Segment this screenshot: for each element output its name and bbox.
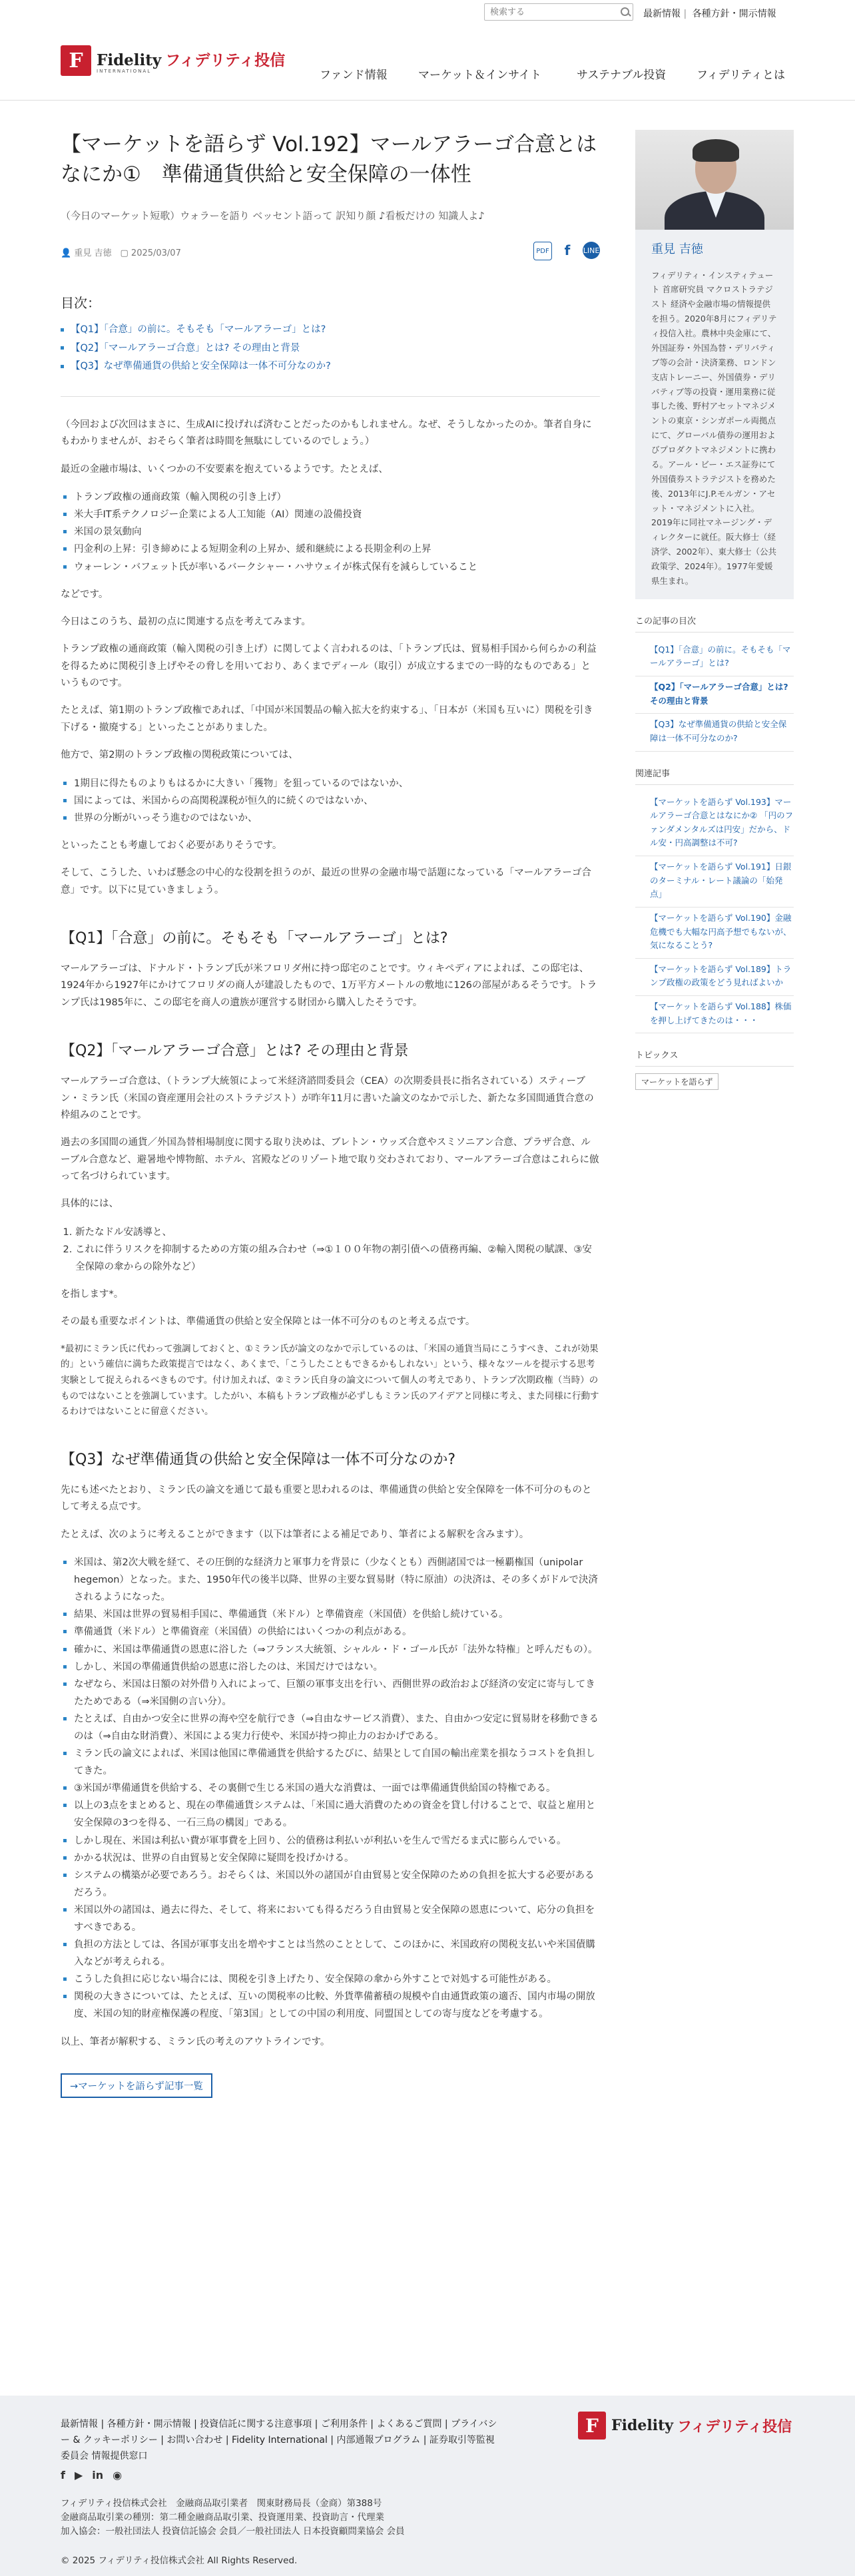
footnote: *最初にミラン氏に代わって強調しておくと、①ミラン氏が論文のなかで示しているのは、「米国の通貨当局にこうすべき、これが効果的」という確信に満ちた政策提言ではなく、あくまで、「こうしたこともできるかもしれない」という、様々なツールを提示する思考実験として捉えられるべきものです。付け加えれば、②ミラン氏自身の論文について個人の考えであり、トランプ次期政権（当時）のものではないことを強調しています。したがい、本稿もトランプ政権が必ずしもミラン氏のアイデアと同様に考え、また同様に行動するわけではないことに留意ください。 bbox=[61, 1343, 599, 1417]
social-links bbox=[61, 2469, 122, 2481]
q3-list bbox=[61, 1554, 600, 2023]
list-item: 1期目に得たものよりもはるかに大きい「獲物」を狙っているのではないか、 bbox=[61, 775, 600, 792]
footer-logo-jp: フィデリティ投信 bbox=[677, 2418, 792, 2436]
line-icon[interactable]: ◉ bbox=[113, 2469, 123, 2481]
search-box[interactable] bbox=[484, 3, 633, 21]
list-item: 以上の3点をまとめると、現在の準備通貨システムは、「米国に過大消費のための資金を貸し付けることで、収益と雇用と安全保障の3つを得る、一石三鳥の構図」である。 bbox=[61, 1797, 600, 1832]
logo-text-jp: フィデリティ投信 bbox=[165, 51, 286, 69]
topics-heading: トピックス bbox=[635, 1048, 794, 1067]
youtube-icon[interactable]: ▶ bbox=[74, 2469, 83, 2481]
paragraph: たとえば、次のように考えることができます（以下は筆者による補足であり、筆者による解釈を含みます）。 bbox=[61, 1529, 529, 1540]
article bbox=[61, 130, 600, 2098]
article-title: 【マーケットを語らず Vol.192】マールアラーゴ合意とはなにか① 準備通貨供給と安全保障の一体性 bbox=[61, 132, 597, 186]
footer-logo-en: Fidelity bbox=[611, 2417, 674, 2434]
section-heading-q1: 【Q1】「合意」の前に。そもそも「マールアラーゴ」とは? bbox=[61, 930, 448, 947]
article-meta bbox=[61, 242, 600, 260]
section-heading-q3: 【Q3】なぜ準備通貨の供給と安全保障は一体不可分なのか? bbox=[61, 1451, 455, 1468]
toc bbox=[61, 321, 600, 376]
article-subtitle: （今日のマーケット短歌）ウォラーを語り ベッセント語って 訳知り顔 ♪看板だけの 知識人よ♪ bbox=[61, 209, 485, 222]
pdf-icon[interactable]: PDF bbox=[533, 242, 552, 260]
list-item: ウォーレン・バフェット氏が率いるバークシャー・ハサウェイが株式保有を減らしていること bbox=[61, 559, 600, 576]
list-item: 米大手IT系テクノロジー企業による人工知能（AI）関連の設備投資 bbox=[61, 506, 600, 523]
facebook-icon[interactable]: f bbox=[61, 2469, 65, 2481]
related-item[interactable]: 【マーケットを語らず Vol.193】マールアラーゴ合意とはなにか② 「円のファンダメンタルズは円安」だから、ドル安・円高調整は不可? bbox=[635, 792, 794, 857]
divider bbox=[61, 396, 600, 397]
list-item: 関税の大きさについては、たとえば、互いの関税率の比較、外貨準備蓄積の規模や自由通貨政策の適否、国内市場の開放度、米国の知的財産権保護の程度、「第3国」としての中国の利用度、同盟国としての寄与度などを考慮する。 bbox=[61, 1988, 600, 2023]
list-item: 負担の方法としては、各国が軍事支出を増やすことは当然のこととして、このほかに、米国政府の関税支払いや米国債購入などが考えられる。 bbox=[61, 1936, 600, 1971]
list-item: しかし、米国の準備通貨供給の恩恵に浴したのは、米国だけではない。 bbox=[61, 1659, 600, 1676]
related-item[interactable]: 【マーケットを語らず Vol.188】株価を押し上げてきたのは・・・ bbox=[635, 996, 794, 1033]
top-link-news[interactable]: 最新情報 bbox=[643, 9, 681, 19]
company-info-line: フィデリティ投信株式会社 金融商品取引業者 関東財務局長（金商）第388号 bbox=[61, 2498, 382, 2509]
toc-item-q3[interactable]: 【Q3】なぜ準備通貨の供給と安全保障は一体不可分なのか? bbox=[71, 361, 331, 372]
paragraph: を指します*。 bbox=[61, 1289, 124, 1300]
intro-paragraph: （今回および次回はまさに、生成AIに投げれば済むことだったのかもしれません。なぜ、そうしなかったのか。筆者自身にもわかりませんが、おそらく筆者は時間を無駄にしているのでしょう。） bbox=[61, 419, 592, 447]
list-item: 世界の分断がいっそう進むのではないか、 bbox=[61, 810, 600, 827]
paragraph: 以上、筆者が解釈する、ミラン氏の考えのアウトラインです。 bbox=[61, 2036, 330, 2047]
paragraph: 具体的には、 bbox=[61, 1198, 119, 1210]
list-item: 確かに、米国は準備通貨の恩恵に浴した（⇒フランス大統領、シャルル・ド・ゴール氏が「法外な特権」と呼んだもの）。 bbox=[61, 1641, 600, 1659]
list-item: たとえば、自由かつ安全に世界の海や空を航行でき（⇒自由なサービス消費）、また、自由かつ安定に貿易財を移動できるのは（⇒自由な財消費）、米国による実力行使や、米国が持つ抑止力のおかげである。 bbox=[61, 1710, 600, 1745]
second-term-list bbox=[61, 775, 600, 827]
back-to-list-button[interactable]: →マーケットを語らず記事一覧 bbox=[61, 2073, 212, 2098]
nav-fund-info[interactable]: ファンド情報 bbox=[320, 69, 388, 82]
article-date: 2025/03/07 bbox=[131, 248, 181, 259]
list-item: 国によっては、米国からの高関税課税が恒久的に続くのではないか、 bbox=[61, 792, 600, 810]
author-bio: フィデリティ・インスティテュート 首席研究員 マクロストラテジスト 経済や金融市場の情報提供を担う。2020年8月にフィデリティ投信入社。農林中央金庫にて、外国証券・外国為替・デリバティブ等の会計・決済業務、ロンドン支店トレーニー、外国債券・デリバティブ等の投資・運用業務に従事した後、野村アセットマネジメントの東京・シンガポール両拠点にて、グローバル債券の運用およびプロダクトマネジメントに携わる。アール・ビー・エス証券にて外国債券ストラテジストを務めた後、2013年にJ.P.モルガン・アセット・マネジメントに入社。2019年に同社マネージング・ディレクターに就任。阪大修士（経済学、2002年）、東大修士（公共政策学、2024年）。1977年愛媛県生まれ。 bbox=[651, 270, 777, 586]
fidelity-logo[interactable] bbox=[61, 45, 285, 76]
list-item: 円金利の上昇：引き締めによる短期金利の上昇か、緩和継続による長期金利の上昇 bbox=[61, 541, 600, 558]
paragraph: 他方で、第2期のトランプ政権の関税政策については、 bbox=[61, 750, 298, 761]
topic-tag[interactable]: マーケットを語らず bbox=[635, 1073, 718, 1090]
related-item[interactable]: 【マーケットを語らず Vol.191】日銀のターミナル・レート議論の「始発点」 bbox=[635, 856, 794, 907]
search-icon[interactable] bbox=[618, 5, 633, 19]
paragraph: その最も重要なポイントは、準備通貨の供給と安全保障とは一体不可分のものと考える点です。 bbox=[61, 1316, 475, 1328]
copyright: © 2025 フィデリティ投信株式会社 All Rights Reserved. bbox=[61, 2555, 298, 2566]
intro-paragraph: 最近の金融市場は、いくつかの不安要素を抱えているようです。たとえば、 bbox=[61, 463, 388, 475]
search-input[interactable] bbox=[485, 7, 618, 18]
logo-sub: INTERNATIONAL bbox=[97, 68, 152, 74]
list-item: ミラン氏の論文によれば、米国は他国に準備通貨を供給するたびに、結果として自国の輸出産業を損なうコストを負担してきた。 bbox=[61, 1745, 600, 1780]
user-icon: 👤 bbox=[61, 248, 72, 259]
list-item: トランプ政権の通商政策（輸入関税の引き上げ） bbox=[61, 489, 600, 506]
paragraph: トランプ政権の通商政策（輸入関税の引き上げ）に関してよく言われるのは、「トランプ氏は、貿易相手国から何らかの利益を得るために関税引き上げやその脅しを用いており、あくまでディール（取引）が成立するまでの一時的なものである」というものです。 bbox=[61, 644, 597, 689]
company-info bbox=[61, 2497, 405, 2539]
author-profile bbox=[635, 230, 794, 599]
top-utility-bar: 検索する 最新情報 | 各種方針・開示情報 bbox=[0, 0, 855, 27]
sidebar-toc-item[interactable]: 【Q1】「合意」の前に。そもそも「マールアラーゴ」とは? bbox=[635, 639, 794, 676]
paragraph: などです。 bbox=[61, 589, 109, 600]
footer-logo: F Fidelity フィデリティ投信 bbox=[578, 2412, 792, 2440]
top-link-policies[interactable]: 各種方針・開示情報 bbox=[692, 9, 776, 19]
paragraph: 今日はこのうち、最初の点に関連する点を考えてみます。 bbox=[61, 616, 311, 627]
list-item: 1. 新たなドル安誘導と、 bbox=[75, 1224, 600, 1241]
sidebar-toc-heading: この記事の目次 bbox=[635, 614, 794, 633]
list-item: こうした負担に応じない場合には、関税を引き上げたり、安全保障の傘から外すことで対処する可能性がある。 bbox=[61, 1971, 600, 1988]
footer-links[interactable]: 最新情報 | 各種方針・開示情報 | 投資信託に関する注意事項 | ご利用条件 | よくあるご質問 | プライバシー & クッキーポリシー | お問い合わせ | Fidelity International | 内部通報プログラム | 証券取引等監視委員会 情報提供窓口 bbox=[61, 2419, 497, 2461]
list-item: システムの構築が必要であろう。おそらくは、米国以外の諸国が自由貿易と安全保障のための負担を拡大する必要があるだろう。 bbox=[61, 1867, 600, 1902]
paragraph: 先にも述べたとおり、ミラン氏の論文を通じて最も重要と思われるのは、準備通貨の供給と安全保障を一体不可分のものとして考える点です。 bbox=[61, 1484, 592, 1513]
line-icon[interactable]: LINE bbox=[583, 242, 600, 259]
list-item: しかし現在、米国は利払い費が軍事費を上回り、公的債務は利払いが利払いを生んで雪だるま式に膨らんでいる。 bbox=[61, 1832, 600, 1850]
list-item: かかる状況は、世界の自由貿易と安全保障に疑問を投げかける。 bbox=[61, 1850, 600, 1867]
related-item[interactable]: 【マーケットを語らず Vol.189】トランプ政権の政策をどう見ればよいか bbox=[635, 959, 794, 996]
author-photo bbox=[635, 130, 794, 230]
nav-sustainable[interactable]: サステナブル投資 bbox=[577, 69, 667, 82]
calendar-icon: ▢ bbox=[120, 248, 129, 259]
list-item: 準備通貨（米ドル）と準備資産（米国債）の供給にはいくつかの利点がある。 bbox=[61, 1623, 600, 1641]
list-item: 米国は、第2次大戦を経て、その圧倒的な経済力と軍事力を背景に（少なくとも）西側諸国では一極覇権国（unipolar hegemon）となった。また、1950年代の後半以降、世界の主要な貿易財（特に原油）の決済は、その多くがドルで決済されるようになった。 bbox=[61, 1554, 600, 1606]
list-item: なぜなら、米国は日額の対外借り入れによって、巨額の軍事支出を行い、西側世界の政治および経済の安定に寄与してきたためである（⇒米国側の言い分）。 bbox=[61, 1676, 600, 1710]
paragraph: そして、こうした、いわば懸念の中心的な役割を担うのが、最近の世界の金融市場で話題になっている「マールアラーゴ合意」です。以下に見ていきましょう。 bbox=[61, 868, 591, 896]
facebook-icon[interactable]: f bbox=[564, 242, 571, 259]
paragraph: たとえば、第1期のトランプ政権であれば、「中国が米国製品の輸入拡大を約束する」、「日本が（米国も互いに）関税を引き下げる・撤廃する」といったことがありました。 bbox=[61, 705, 593, 733]
list-item: 結果、米国は世界の貿易相手国に、準備通貨（米ドル）と準備資産（米国債）を供給し続けている。 bbox=[61, 1606, 600, 1623]
paragraph: マールアラーゴは、ドナルド・トランプ氏が米フロリダ州に持つ邸宅のことです。ウィキペディアによれば、この邸宅は、1924年から1927年にかけてフロリダの商人が建設したもので、1万平方メートルの敷地に126の部屋があるそうです。トランプ氏は1985年に、この邸宅を商人の遺族が運営する財団から購入したそうです。 bbox=[61, 963, 597, 1008]
nav-market-insight[interactable]: マーケット＆インサイト bbox=[418, 69, 541, 82]
paragraph: といったことも考慮しておく必要がありそうです。 bbox=[61, 840, 282, 851]
author-link[interactable]: 重見 吉徳 bbox=[74, 248, 112, 259]
concern-list bbox=[61, 489, 600, 575]
list-item: 米国以外の諸国は、過去に得た、そして、将来においても得るだろう自由貿易と安全保障の恩恵について、応分の負担をすべきである。 bbox=[61, 1902, 600, 1936]
related-item[interactable]: 【マーケットを語らず Vol.190】金融危機でも大幅な円高予想でもないが、気になることう? bbox=[635, 907, 794, 959]
sidebar bbox=[635, 130, 794, 1090]
author-name: 重見 吉徳 bbox=[651, 242, 703, 256]
section-heading-q2: 【Q2】「マールアラーゴ合意」とは? その理由と背景 bbox=[61, 1043, 409, 1060]
sidebar-toc-item[interactable]: 【Q3】なぜ準備通貨の供給と安全保障は一体不可分なのか? bbox=[635, 714, 794, 751]
site-footer bbox=[0, 2396, 855, 2576]
list-item: 2. これに伴うリスクを抑制するための方策の組み合わせ（⇒①１００年物の割引債への債務再編、②輸入関税の賦課、③安全保障の傘からの除外など） bbox=[75, 1241, 600, 1276]
nav-about[interactable]: フィデリティとは bbox=[697, 69, 785, 82]
logo-text-en: Fidelity bbox=[97, 51, 162, 69]
company-info-line: 金融商品取引業の種別：第二種金融商品取引業、投資運用業、投資助言・代理業 bbox=[61, 2511, 384, 2523]
paragraph: マールアラーゴ合意は、（トランプ大統領によって米経済諮問委員会（CEA）の次期委員長に指名されている）スティーブン・ミラン氏（米国の資産運用会社のストラテジスト）が昨年11月に書いた論文のなかで示した、新たな多国間通貨合意の枠組みのことです。 bbox=[61, 1076, 594, 1121]
paragraph: 過去の多国間の通貨／外国為替相場制度に関する取り決めは、ブレトン・ウッズ合意やスミソニアン合意、プラザ合意、ルーブル合意など、避暑地や博物館、ホテル、宮殿などのリゾート地で取り交わされており、マールアラーゴ合意はこれらに倣って名づけられています。 bbox=[61, 1137, 599, 1182]
sidebar-toc-item[interactable]: 【Q2】「マールアラーゴ合意」とは? その理由と背景 bbox=[635, 676, 794, 714]
toc-item-q2[interactable]: 【Q2】「マールアラーゴ合意」とは? その理由と背景 bbox=[71, 342, 300, 354]
list-item: ③米国が準備通貨を供給する、その裏側で生じる米国の過大な消費は、一面では準備通貨供給国の特権である。 bbox=[61, 1780, 600, 1797]
site-header bbox=[0, 27, 855, 101]
related-heading: 関連記事 bbox=[635, 766, 794, 785]
fidelity-logo-mark: F bbox=[61, 45, 91, 76]
company-info-line: 加入協会：一般社団法人 投資信託協会 会員／一般社団法人 日本投資顧問業協会 会員 bbox=[61, 2525, 405, 2537]
list-item: 米国の景気動向 bbox=[61, 523, 600, 541]
toc-item-q1[interactable]: 【Q1】「合意」の前に。そもそも「マールアラーゴ」とは? bbox=[71, 324, 326, 336]
numbered-list bbox=[61, 1224, 600, 1276]
linkedin-icon[interactable]: in bbox=[92, 2469, 104, 2481]
toc-title: 目次： bbox=[61, 295, 101, 312]
